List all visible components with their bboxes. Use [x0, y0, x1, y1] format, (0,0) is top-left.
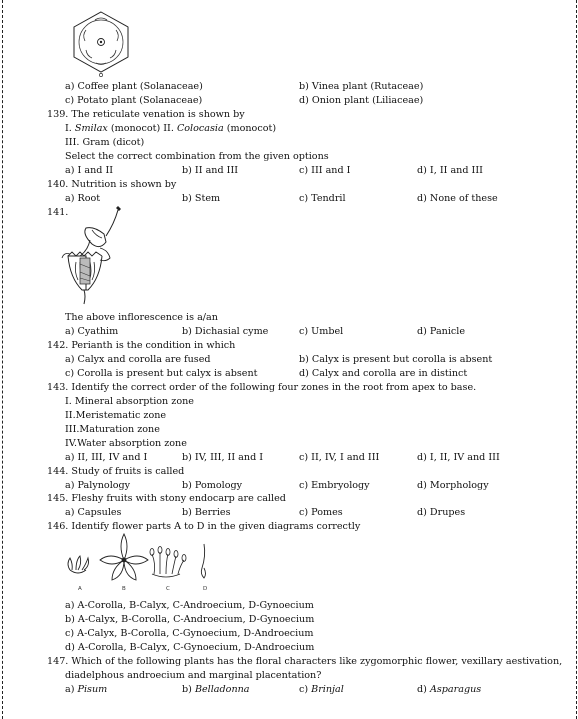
option-d[interactable]: d) Calyx and corolla are in distinct	[299, 368, 468, 379]
q143-statement-4: IV.Water absorption zone	[65, 438, 187, 449]
option-b[interactable]: b) IV, III, II and I	[182, 452, 264, 463]
option-d[interactable]: d) I, II and III	[417, 165, 483, 176]
option-a[interactable]: a) Cyathim	[65, 326, 119, 337]
q143-statement-1: I. Mineral absorption zone	[65, 396, 194, 407]
option-d[interactable]: d) I, II, IV and III	[417, 452, 500, 463]
option-a[interactable]: a) I and II	[65, 165, 114, 176]
option-b[interactable]: b) A-Calyx, B-Corolla, C-Androecium, D-Gynoecium	[65, 614, 315, 625]
option-d[interactable]: d) Panicle	[417, 326, 466, 337]
q139-statement-1: I. Smilax (monocot) II. Colocasia (monocot)	[65, 123, 277, 134]
option-c[interactable]: c) III and I	[299, 165, 351, 176]
option-a[interactable]: a) II, III, IV and I	[65, 452, 148, 463]
option-b[interactable]: b) Berries	[182, 507, 231, 518]
option-d[interactable]: d) None of these	[417, 193, 498, 204]
option-c[interactable]: c) Umbel	[299, 326, 344, 337]
option-a[interactable]: a) A-Corolla, B-Calyx, C-Androecium, D-Gynoecium	[65, 600, 314, 611]
flower-parts-figure	[64, 530, 214, 594]
option-b[interactable]: b) Dichasial cyme	[182, 326, 269, 337]
option-c[interactable]: c) Potato plant (Solanaceae)	[65, 95, 203, 106]
option-c[interactable]: c) Corolla is present but calyx is absent	[65, 368, 258, 379]
option-d[interactable]: d) Onion plant (Liliaceae)	[299, 95, 424, 106]
option-b[interactable]: b) Calyx is present but corolla is absent	[299, 354, 493, 365]
q143-statement-3: III.Maturation zone	[65, 424, 160, 435]
option-c[interactable]: c) II, IV, I and III	[299, 452, 380, 463]
inflorescence-figure	[56, 204, 130, 310]
q147-stem-line2: diadelphous androecium and marginal placentation?	[65, 670, 322, 681]
option-c[interactable]: c) A-Calyx, B-Corolla, C-Gynoecium, D-Androecium	[65, 628, 314, 639]
page-border-right	[576, 0, 577, 719]
option-c[interactable]: c) Tendril	[299, 193, 346, 204]
option-a[interactable]: a) Coffee plant (Solanaceae)	[65, 81, 203, 92]
option-a[interactable]: a) Capsules	[65, 507, 122, 518]
option-c[interactable]: c) Brinjal	[299, 684, 344, 695]
option-b[interactable]: b) Pomology	[182, 480, 243, 491]
option-a[interactable]: a) Pisum	[65, 684, 108, 695]
figure-label-a: A	[78, 586, 82, 592]
floral-diagram-figure	[68, 8, 134, 78]
q142-stem: 142. Perianth is the condition in which	[47, 340, 236, 351]
q144-stem: 144. Study of fruits is called	[47, 466, 185, 477]
q143-statement-2: II.Meristematic zone	[65, 410, 167, 421]
figure-label-d: D	[203, 586, 208, 592]
q140-stem: 140. Nutrition is shown by	[47, 179, 177, 190]
option-c[interactable]: c) Embryology	[299, 480, 370, 491]
option-b[interactable]: b) II and III	[182, 165, 239, 176]
q146-stem: 146. Identify flower parts A to D in the given diagrams correctly	[47, 521, 361, 532]
option-d[interactable]: d) Drupes	[417, 507, 466, 518]
option-d[interactable]: d) Morphology	[417, 480, 489, 491]
q139-instruction: Select the correct combination from the given options	[65, 151, 329, 162]
option-b[interactable]: b) Belladonna	[182, 684, 250, 695]
option-b[interactable]: b) Stem	[182, 193, 221, 204]
q141-question-line: The above inflorescence is a/an	[65, 312, 218, 323]
q139-statement-2: III. Gram (dicot)	[65, 137, 145, 148]
q141-stem: 141.	[47, 207, 69, 218]
option-d[interactable]: d) Asparagus	[417, 684, 482, 695]
option-d[interactable]: d) A-Corolla, B-Calyx, C-Gynoecium, D-Androecium	[65, 642, 315, 653]
option-b[interactable]: b) Vinea plant (Rutaceae)	[299, 81, 424, 92]
option-a[interactable]: a) Calyx and corolla are fused	[65, 354, 211, 365]
figure-label-c: C	[166, 586, 170, 592]
page-border-left	[2, 0, 3, 719]
q139-stem: 139. The reticulate venation is shown by	[47, 109, 245, 120]
option-a[interactable]: a) Root	[65, 193, 101, 204]
option-a[interactable]: a) Palynology	[65, 480, 131, 491]
q147-stem-line1: 147. Which of the following plants has the floral characters like zygomorphic flower, vexillary aestivation,	[47, 656, 563, 667]
q143-stem: 143. Identify the correct order of the following four zones in the root from apex to base.	[47, 382, 477, 393]
option-c[interactable]: c) Pomes	[299, 507, 343, 518]
q145-stem: 145. Fleshy fruits with stony endocarp are called	[47, 493, 286, 504]
figure-label-b: B	[122, 586, 126, 592]
